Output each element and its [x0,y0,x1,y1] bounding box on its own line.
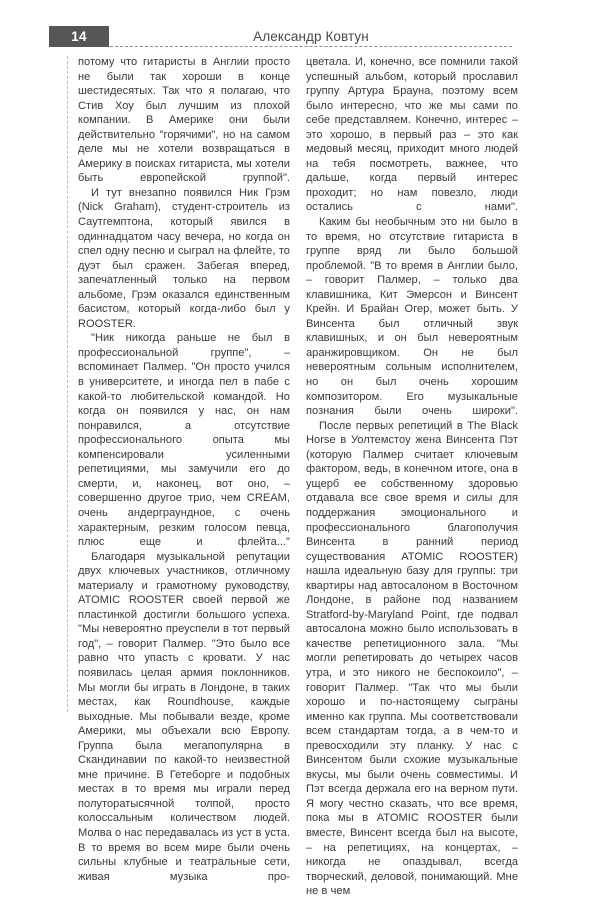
paragraph: потому что гитаристы в Англии просто не были так хороши в конце шестидесятых. Так что я полагаю, что Стив Хоу был лучшим из плохой компании. В Америке они были действительно "горячими", но на самом деле мы не хотели возвращаться в Америку в поисках гитариста, мы хотели быть европейской группой". [78,56,290,185]
paragraph: Благодаря музыкальной репутации двух ключевых участников, отличному материалу и грамотному руководству, ATOMIC ROOSTER своей первой же пластинкой достигли большого успеха. "Мы невероятно преуспели в тот первый год", – говорит Палмер. "Это было все равно что упасть с кровати. У нас появилась целая армия поклонников. Мы могли бы играть в Лондоне, в таких местах, как Roundhouse, каждые выходные. Мы побывали везде, кроме Америки, мы объехали всю Европу. Группа была мегапопулярна в Скандинавии по какой-то неизвестной мне причине. В Гетеборге и подобных местах в то время мы играли перед полуторатысячной толпой, просто колоссальным количеством людей. Молва о нас передавалась из уст в уста. В то время во всем мире были очень сильны клубные и театральные сети, живая музыка про- [78,550,290,883]
paragraph: цветала. И, конечно, все помнили такой успешный альбом, который прославил группу Артура Брауна, поэтому всем было интересно, что же мы сами по себе представляем. Конечно, интерес – это хорошо, в первый раз – это как медовый месяц, приходит много людей на тебя посмотреть, важнее, что дальше, когда первый интерес проходит; но нам повезло, люди остались с нами". [306,56,518,214]
paragraph: И тут внезапно появился Ник Грэм (Nick Graham), студент-строитель из Саутгемптона, который явился в одиннадцатом часу вечера, но когда он спел одну песню и сыграл на флейте, то дуэт был сражен. Забегая вперед, запечатленный только на первом альбоме, Грэм оказался единственным басистом, который когда-либо был у ROOSTER. [78,186,290,330]
paragraph: Каким бы необычным это ни было в то время, но отсутствие гитариста в группе вряд ли было большой проблемой. "В то время в Англии было, – говорит Палмер, – только два клавишника, Кит Эмерсон и Винсент Крейн. И Брайан Огер, может быть. У Винсента был отличный звук клавишных, и он был невероятным аранжировщиком. Он не был невероятным сольным исполнителем, но он был очень хорошим композитором. Его музыкальные познания были очень широки". [306,216,518,418]
paragraph: "Ник никогда раньше не был в профессиональной группе", – вспоминает Палмер. "Он просто учился в университете, и иногда пел в пабе с какой-то любительской командой. Но когда он появился у нас, он нам понравился, а отсутствие профессионального опыта мы компенсировали усиленными репетициями, мы замучили его до смерти, и, наконец, вот оно, – совершенно другое трио, чем CREAM, очень андерграундное, с очень характерным, резким голосом певца, плюс еще и флейта..." [78,332,290,549]
header-dashed-rule [110,46,512,47]
running-head [0,26,600,50]
paragraph: После первых репетиций в The Black Horse в Уолтемстоу жена Винсента Пэт (которую Палмер считает ключевым фактором, ведь, в конечном итоге, она в ущерб ее собственному здоровью отдавала все свое время и силы для поддержания эмоционального и профессионального благополучия Винсента в ранний период существования ATOMIC ROOSTER) нашла идеальную базу для группы: три квартиры над автосалоном в Восточном Лондоне, в районе под названием Stratford-by-Maryland Point, где подвал автосалона можно было использовать в качестве репетиционного зала. "Мы могли репетировать до четырех часов утра, и это никого не беспокоило", – говорит Палмер. "Так что мы были хорошо и по-настоящему сыграны именно как группа. Мы соответствовали всем стандартам тогда, а в чем-то и превосходили эту планку. У нас с Винсентом были схожие музыкальные вкусы, мы были очень совместимы. И Пэт всегда держала его на верном пути. Я могу честно сказать, что все время, пока мы в ATOMIC ROOSTER были вместе, Винсент всегда был на высоте, – на репетициях, на концертах, – никогда не опаздывал, всегда творческий, деловой, понимающий. Мне не в чем [306,419,518,898]
text-column-right [306,55,518,899]
text-body [0,55,600,898]
text-column-left [78,55,290,884]
page-number-badge: 14 [49,26,109,47]
running-head-author: Александр Ковтун [253,29,369,44]
